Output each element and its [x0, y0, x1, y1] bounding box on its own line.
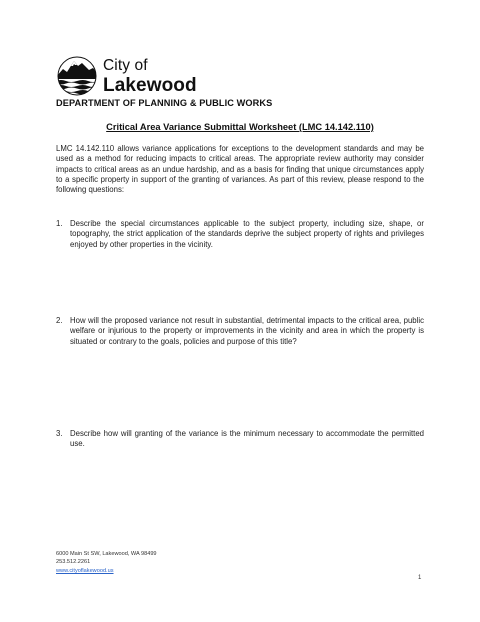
- department-heading: DEPARTMENT OF PLANNING & PUBLIC WORKS: [56, 98, 273, 108]
- question-item: [56, 429, 424, 450]
- footer-phone: 253.512.2261: [56, 559, 91, 566]
- question-number: 3.: [56, 429, 63, 438]
- question-text: Describe the special circumstances applicable to the subject property, including size, shape, or topography, the strict application of the standards deprive the subject property of rights and privileges enjoyed by other properties in the vicinity.: [70, 219, 424, 249]
- question-number: 2.: [56, 316, 63, 325]
- question-text: How will the proposed variance not result in substantial, detrimental impacts to the critical area, public welfare or injurious to the property or improvements in the vicinity and area in which the property is situated or contrary to the goals, policies and purpose of this title?: [70, 316, 424, 346]
- lakewood-emblem-icon: [56, 55, 98, 97]
- logo-name-text: Lakewood: [103, 75, 197, 96]
- footer-contact: [56, 550, 157, 575]
- question-text: Describe how will granting of the variance is the minimum necessary to accommodate the permitted use.: [70, 429, 424, 449]
- logo-city-text: City of: [103, 57, 148, 74]
- document-title: Critical Area Variance Submittal Worksheet (LMC 14.142.110): [106, 122, 374, 132]
- footer-website-link[interactable]: www.cityoflakewood.us: [56, 567, 114, 574]
- question-item: [56, 219, 424, 250]
- footer-address: 6000 Main St SW, Lakewood, WA 98499: [56, 551, 157, 557]
- page-number: 1: [418, 575, 422, 581]
- question-item: [56, 316, 424, 347]
- city-logo: [56, 55, 196, 101]
- intro-paragraph: LMC 14.142.110 allows variance applications for exceptions to the development standards and may be used as a method for reducing impacts to critical areas. The appropriate review authority may consider impacts to critical areas as an undue hardship, and as a basis for finding that unique circumstances apply to a specific property in support of the granting of variances. As part of this review, please respond to the following questions:: [56, 144, 424, 195]
- question-number: 1.: [56, 219, 63, 228]
